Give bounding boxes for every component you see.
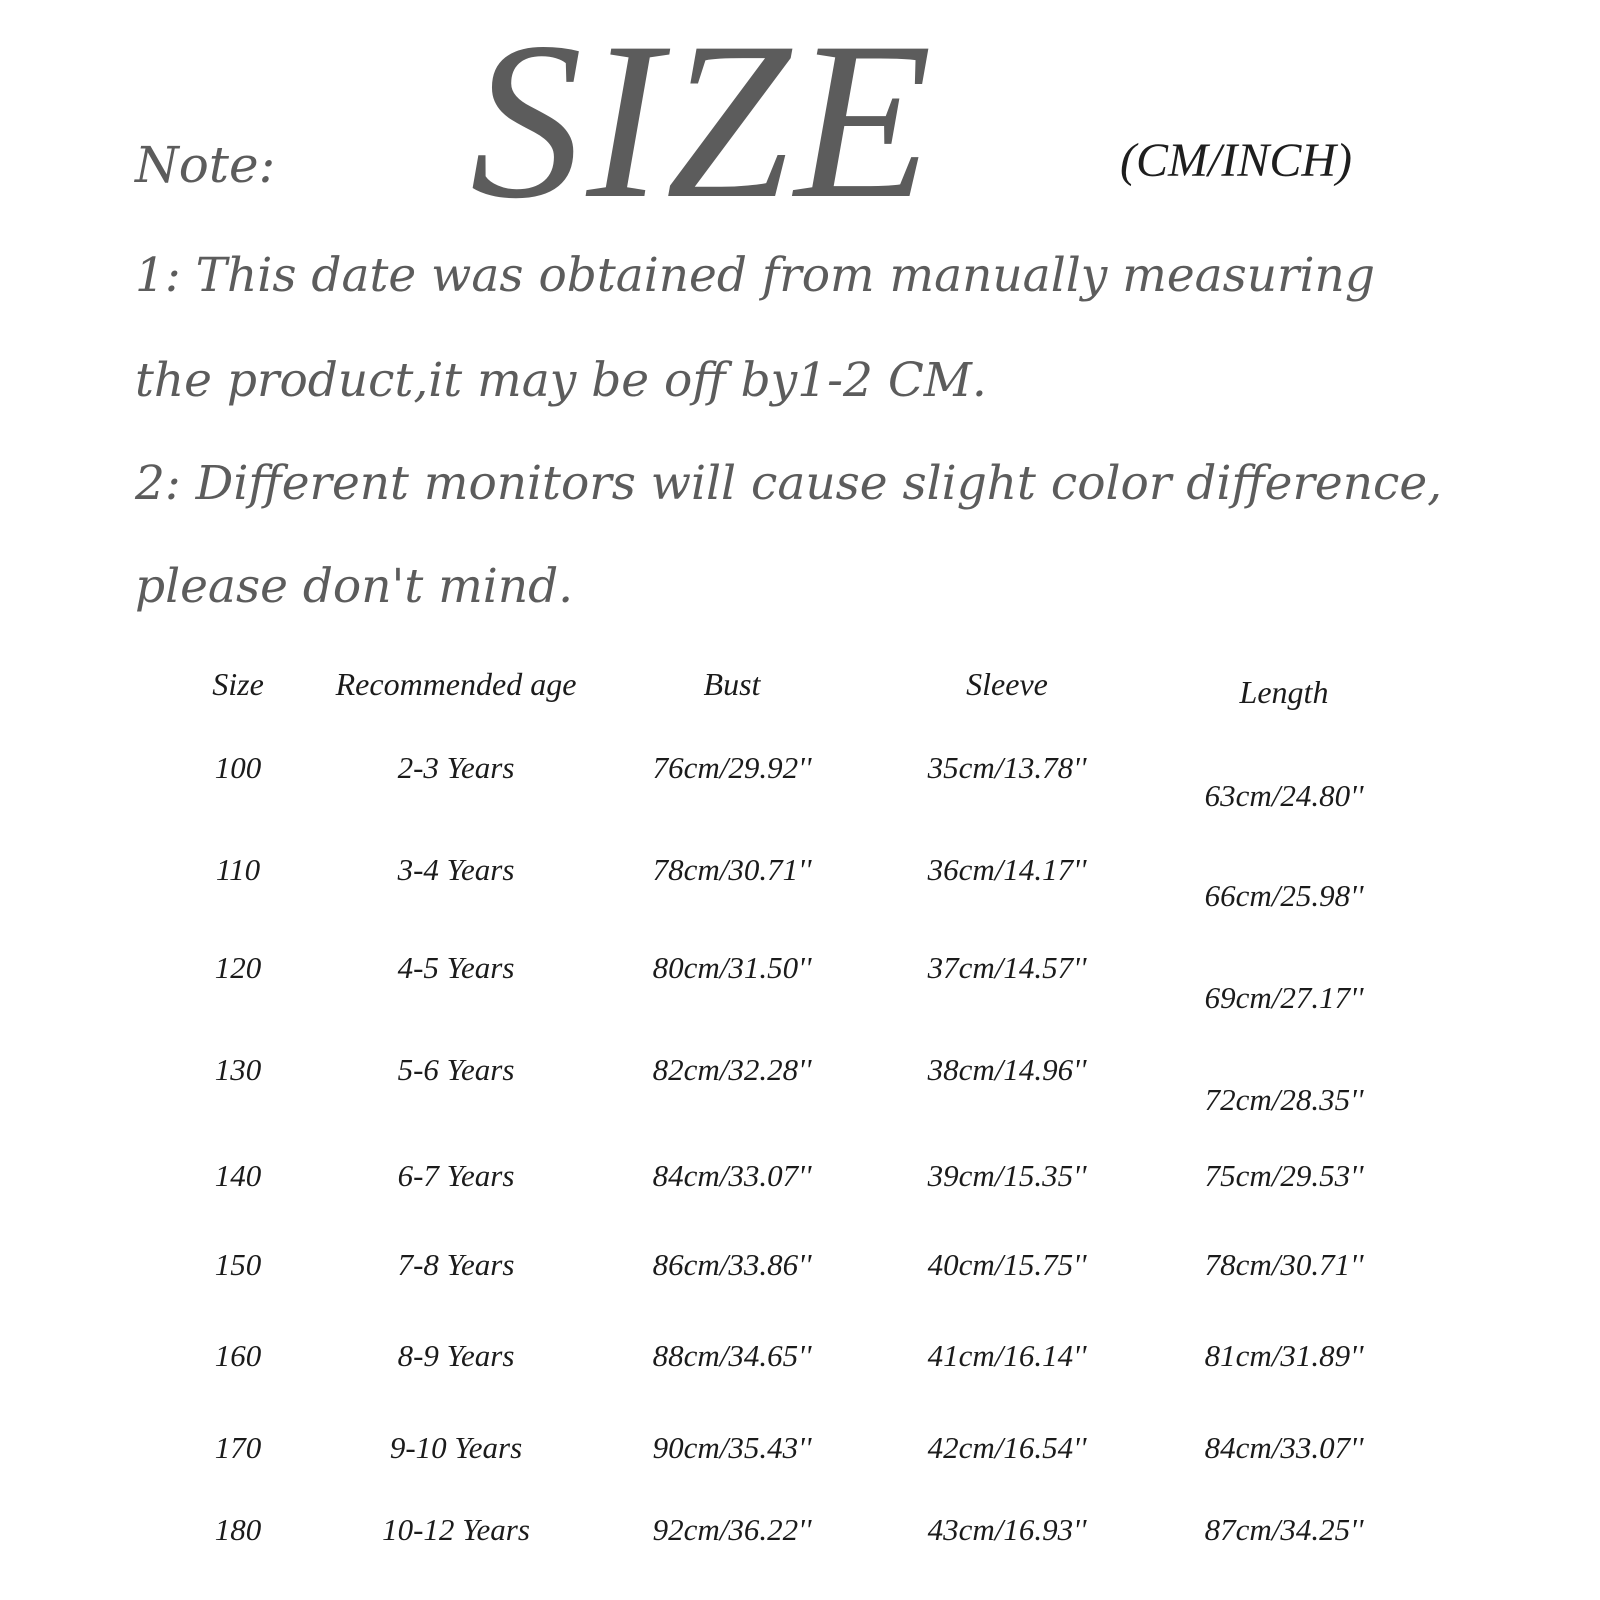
table-cell-bust: 88cm/34.65'' <box>652 1338 812 1373</box>
table-cell-size: 140 <box>214 1158 262 1193</box>
table-cell-sleeve: 41cm/16.14'' <box>927 1338 1087 1373</box>
table-cell-recommended-age: 9-10 Years <box>389 1430 523 1465</box>
table-cell-sleeve: 35cm/13.78'' <box>927 750 1087 785</box>
table-cell-size: 110 <box>215 852 261 887</box>
column-header-size: Size <box>212 666 264 702</box>
column-header-length: Length <box>1239 674 1329 710</box>
table-cell-bust: 82cm/32.28'' <box>652 1052 812 1087</box>
table-cell-bust: 78cm/30.71'' <box>652 852 812 887</box>
table-cell-recommended-age: 3-4 Years <box>397 852 515 887</box>
column-header-recommended-age: Recommended age <box>335 666 577 702</box>
table-cell-bust: 76cm/29.92'' <box>652 750 812 785</box>
table-cell-bust: 84cm/33.07'' <box>652 1158 812 1193</box>
table-cell-size: 170 <box>214 1430 262 1465</box>
table-cell-size: 180 <box>214 1512 262 1547</box>
table-cell-size: 120 <box>214 950 262 985</box>
table-cell-sleeve: 43cm/16.93'' <box>927 1512 1087 1547</box>
table-cell-length: 72cm/28.35'' <box>1204 1082 1364 1117</box>
table-cell-recommended-age: 8-9 Years <box>397 1338 515 1373</box>
table-cell-sleeve: 39cm/15.35'' <box>927 1158 1087 1193</box>
table-cell-recommended-age: 5-6 Years <box>397 1052 515 1087</box>
table-cell-sleeve: 36cm/14.17'' <box>927 852 1087 887</box>
table-cell-recommended-age: 6-7 Years <box>397 1158 515 1193</box>
unit-label: (CM/INCH) <box>1120 134 1352 187</box>
table-cell-recommended-age: 7-8 Years <box>397 1247 515 1282</box>
table-cell-bust: 80cm/31.50'' <box>652 950 812 985</box>
column-header-bust: Bust <box>703 666 761 702</box>
table-cell-length: 78cm/30.71'' <box>1204 1247 1364 1282</box>
table-cell-length: 75cm/29.53'' <box>1204 1158 1364 1193</box>
table-cell-length: 81cm/31.89'' <box>1204 1338 1364 1373</box>
note-line-4: please don't mind. <box>135 559 574 614</box>
table-cell-size: 100 <box>214 750 262 785</box>
table-cell-length: 66cm/25.98'' <box>1204 878 1364 913</box>
table-cell-sleeve: 38cm/14.96'' <box>927 1052 1087 1087</box>
table-cell-length: 63cm/24.80'' <box>1204 778 1364 813</box>
table-cell-length: 84cm/33.07'' <box>1204 1430 1364 1465</box>
table-cell-recommended-age: 4-5 Years <box>397 950 515 985</box>
table-cell-sleeve: 42cm/16.54'' <box>927 1430 1087 1465</box>
table-cell-size: 160 <box>214 1338 262 1373</box>
table-cell-size: 130 <box>214 1052 262 1087</box>
table-cell-bust: 92cm/36.22'' <box>652 1512 812 1547</box>
note-label: Note: <box>135 136 276 194</box>
table-cell-sleeve: 40cm/15.75'' <box>927 1247 1087 1282</box>
table-cell-sleeve: 37cm/14.57'' <box>927 950 1087 985</box>
table-cell-bust: 86cm/33.86'' <box>652 1247 812 1282</box>
size-title: SIZE <box>470 0 936 245</box>
table-cell-length: 69cm/27.17'' <box>1204 980 1364 1015</box>
column-header-sleeve: Sleeve <box>966 666 1048 702</box>
table-cell-recommended-age: 10-12 Years <box>382 1512 530 1547</box>
table-cell-size: 150 <box>214 1247 262 1282</box>
note-line-3: 2: Different monitors will cause slight color difference, <box>135 456 1443 511</box>
note-line-1: 1: This date was obtained from manually measuring <box>135 248 1375 303</box>
table-cell-bust: 90cm/35.43'' <box>652 1430 812 1465</box>
table-cell-recommended-age: 2-3 Years <box>397 750 515 785</box>
table-cell-length: 87cm/34.25'' <box>1204 1512 1364 1547</box>
note-line-2: the product,it may be off by1-2 CM. <box>135 353 987 408</box>
